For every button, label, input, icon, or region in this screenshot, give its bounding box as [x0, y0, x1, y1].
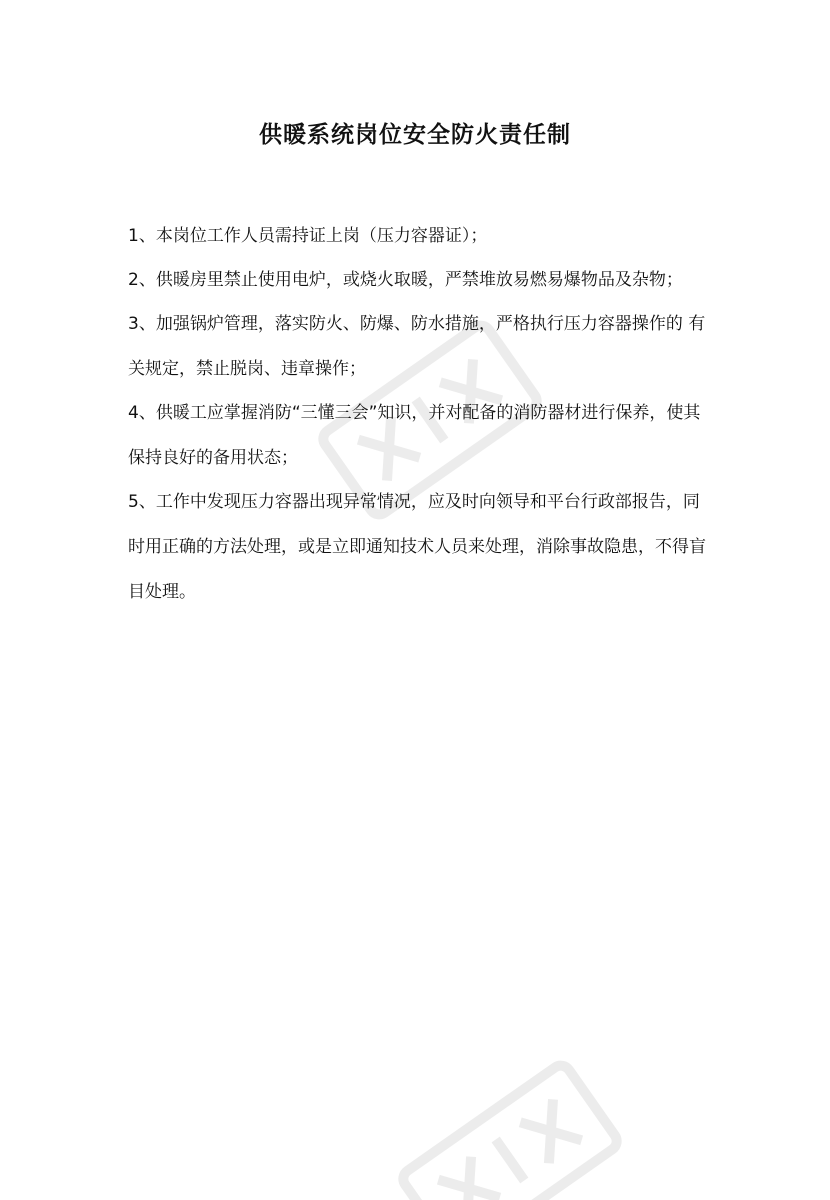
page-title: 供暖系统岗位安全防火责任制 [259, 122, 571, 148]
list-item [128, 302, 713, 392]
list-item-text: 4、供暖工应掌握消防“三懂三会”知识，并对配备的消防器材进行保养，使其保持良好的备用状态； [128, 403, 701, 468]
list-item-text: 3、加强锅炉管理，落实防火、防爆、防水措施，严格执行压力容器操作的 有关规定，禁止脱岗、违章操作； [128, 314, 706, 379]
list-item [128, 480, 713, 615]
list-item-text: 5、工作中发现压力容器出现异常情况，应及时向领导和平台行政部报告，同时用正确的方法处理，或是立即通知技术人员来处理，消除事故隐患，不得盲目处理。 [128, 492, 706, 602]
list-item [128, 214, 713, 259]
list-item-text: 2、供暖房里禁止使用电炉，或烧火取暖，严禁堆放易燃易爆物品及杂物； [128, 270, 683, 290]
responsibility-list [128, 214, 713, 614]
list-item [128, 258, 713, 303]
watermark-icon [380, 1040, 640, 1200]
list-item-text: 1、本岗位工作人员需持证上岗（压力容器证）； [128, 226, 488, 246]
list-item [128, 391, 713, 481]
